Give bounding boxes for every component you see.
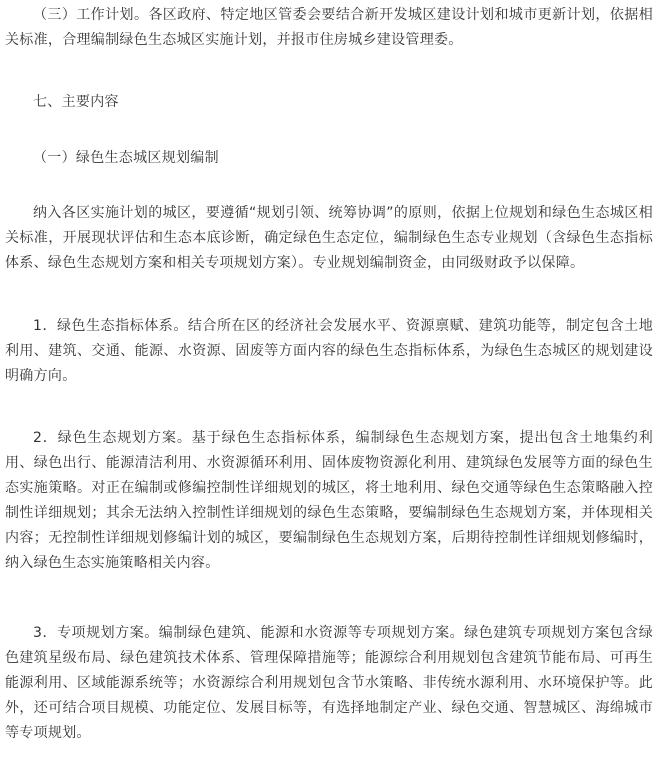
subsection-heading: （一）绿色生态城区规划编制	[33, 150, 219, 166]
section-heading: 七、主要内容	[33, 94, 119, 110]
intro-paragraph: 纳入各区实施计划的城区，要遵循“规划引领、统筹协调”的原则，依据上位规划和绿色生态城区相关标准，开展现状评估和生态本底诊断，确定绿色生态定位，编制绿色生态专业规划（含绿色生态指标体系、绿色生态规划方案和相关专项规划方案）。专业规划编制资金，由同级财政予以保障。	[5, 205, 653, 271]
item-2-paragraph: 2．绿色生态规划方案。基于绿色生态指标体系，编制绿色生态规划方案，提出包含土地集约利用、绿色出行、能源清洁利用、水资源循环利用、固体废物资源化利用、建筑绿色发展等方面的绿色生态实施策略。对正在编制或修编控制性详细规划的城区，将土地利用、绿色交通等绿色生态策略融入控制性详细规划；其余无法纳入控制性详细规划的绿色生态策略，要编制绿色生态规划方案，并体现相关内容；无控制性详细规划修编计划的城区，要编制绿色生态规划方案，后期待控制性详细规划修编时，纳入绿色生态实施策略相关内容。	[5, 430, 653, 571]
work-plan-paragraph: （三）工作计划。各区政府、特定地区管委会要结合新开发城区建设计划和城市更新计划，依据相关标准，合理编制绿色生态城区实施计划，并报市住房城乡建设管理委。	[5, 7, 653, 48]
item-1-paragraph: 1．绿色生态指标体系。结合所在区的经济社会发展水平、资源禀赋、建筑功能等，制定包含土地利用、建筑、交通、能源、水资源、固废等方面内容的绿色生态指标体系，为绿色生态城区的规划建设明确方向。	[5, 318, 653, 384]
item-3-paragraph: 3．专项规划方案。编制绿色建筑、能源和水资源等专项规划方案。绿色建筑专项规划方案包含绿色建筑星级布局、绿色建筑技术体系、管理保障措施等；能源综合利用规划包含建筑节能布局、可再生能源利用、区域能源系统等；水资源综合利用规划包含节水策略、非传统水源利用、水环境保护等。此外，还可结合项目规模、功能定位、发展目标等，有选择地制定产业、绿色交通、智慧城区、海绵城市等专项规划。	[5, 625, 653, 741]
